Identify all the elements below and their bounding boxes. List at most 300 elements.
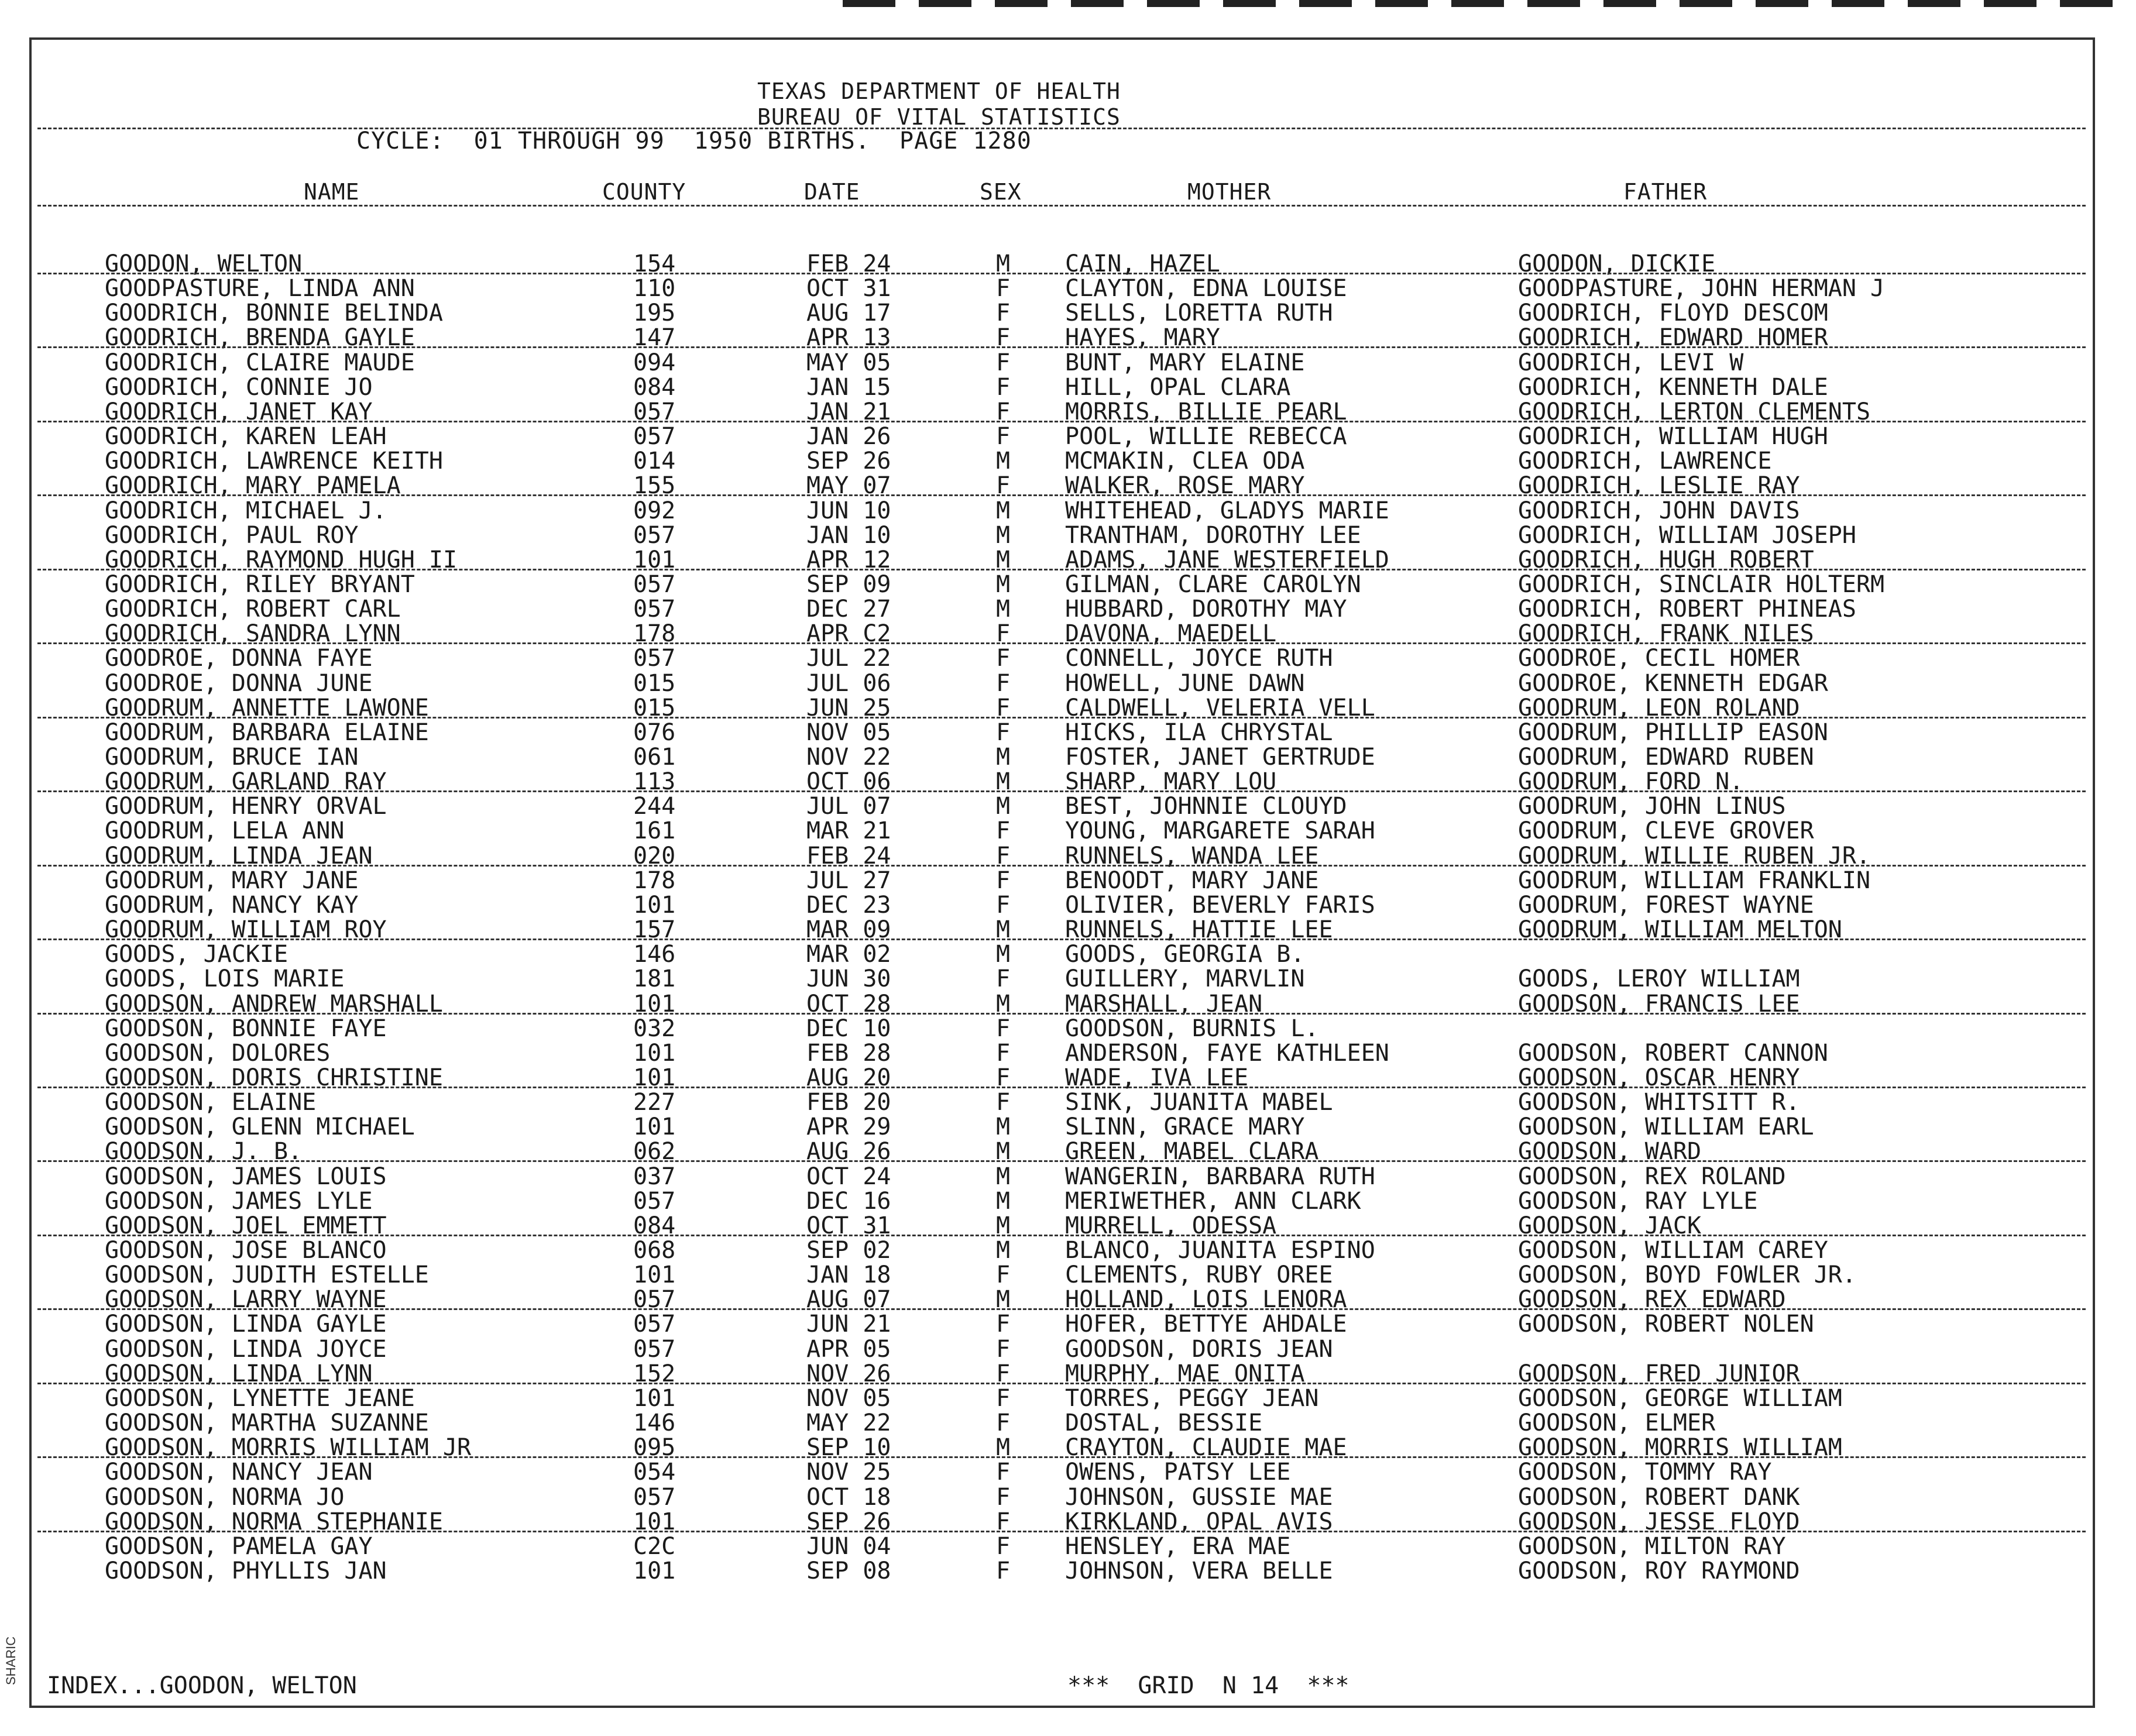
table-row [32,620,2097,648]
cell-date: DEC 16 [806,1187,891,1215]
cell-name: GOODSON, JAMES LOUIS [105,1163,387,1190]
cell-sex: M [996,1434,1011,1462]
table-row [32,719,2097,744]
cell-date: NOV 22 [806,744,891,771]
cell-name: GOODRUM, BARBARA ELAINE [105,719,429,746]
cell-date: MAR 21 [806,817,891,845]
cell-date: DEC 10 [806,1015,891,1042]
cell-sex: F [996,300,1011,327]
cell-father: GOODROE, CECIL HOMER [1518,645,1800,672]
cell-county: 101 [633,546,676,573]
table-row [32,1015,2097,1040]
cell-sex: M [996,793,1011,820]
cell-county: 101 [633,1557,676,1584]
cell-mother: SLINN, GRACE MARY [1065,1113,1305,1141]
cell-name: GOODRUM, HENRY ORVAL [105,793,387,820]
cell-county: 152 [633,1360,676,1387]
table-row [32,300,2097,327]
cell-date: JAN 10 [806,521,891,549]
cell-county: 146 [633,941,676,968]
cell-father: GOODSON, RAY LYLE [1518,1187,1758,1215]
cell-county: 178 [633,620,676,648]
cell-sex: M [996,497,1011,524]
cell-sex: M [996,1138,1011,1166]
cell-name: GOODRUM, MARY JANE [105,867,359,894]
cell-mother: JOHNSON, VERA BELLE [1065,1557,1333,1584]
cell-father: GOODON, DICKIE [1518,250,1716,277]
column-header-name: NAME [304,179,360,205]
column-header-mother: MOTHER [1187,179,1272,205]
cell-sex: F [996,620,1011,648]
cell-mother: CLEMENTS, RUBY OREE [1065,1261,1333,1289]
top-edge-mark [843,0,2136,7]
cell-date: NOV 05 [806,719,891,746]
cell-mother: MCMAKIN, CLEA ODA [1065,448,1305,475]
cell-date: OCT 18 [806,1483,891,1511]
cell-sex: F [996,423,1011,451]
cell-father: GOODRICH, FRANK NILES [1518,620,1814,648]
cell-mother: BUNT, MARY ELAINE [1065,349,1305,376]
table-row [32,1360,2097,1385]
cell-county: 068 [633,1237,676,1264]
cell-mother: KIRKLAND, OPAL AVIS [1065,1508,1333,1535]
cell-county: 101 [633,1039,676,1067]
cell-sex: F [996,645,1011,672]
cell-county: 061 [633,744,676,771]
cell-mother: GUILLERY, MARVLIN [1065,965,1305,993]
cell-county: 147 [633,324,676,352]
cell-county: 178 [633,867,676,894]
cell-date: MAY 22 [806,1410,891,1437]
cell-name: GOODSON, BONNIE FAYE [105,1015,387,1042]
cell-county: 084 [633,373,676,401]
cell-mother: TRANTHAM, DOROTHY LEE [1065,521,1361,549]
cell-date: SEP 02 [806,1237,891,1264]
cell-county: 181 [633,965,676,993]
cell-mother: HENSLEY, ERA MAE [1065,1532,1291,1560]
cell-mother: CLAYTON, EDNA LOUISE [1065,275,1347,302]
row-divider [37,1160,2086,1162]
table-row [32,1335,2097,1363]
cell-mother: RUNNELS, WANDA LEE [1065,842,1319,869]
cell-father: GOODSON, MORRIS WILLIAM [1518,1434,1842,1462]
cell-mother: FOSTER, JANET GERTRUDE [1065,744,1375,771]
table-row [32,768,2097,796]
cell-name: GOODRICH, BONNIE BELINDA [105,300,443,327]
cell-mother: GOODSON, DORIS JEAN [1065,1335,1333,1363]
cell-father: GOODSON, WARD [1518,1138,1702,1166]
cell-name: GOODSON, LINDA GAYLE [105,1311,387,1338]
cell-mother: MURPHY, MAE ONITA [1065,1360,1305,1387]
table-row [32,843,2097,867]
cell-name: GOODS, LOIS MARIE [105,965,345,993]
cell-sex: F [996,324,1011,352]
cell-father: GOODRICH, LAWRENCE [1518,448,1772,475]
cell-county: 076 [633,719,676,746]
cell-name: GOODSON, NORMA STEPHANIE [105,1508,443,1535]
cell-date: JUN 21 [806,1311,891,1338]
cell-mother: GREEN, MABEL CLARA [1065,1138,1319,1166]
cell-county: 057 [633,1286,676,1314]
cell-date: OCT 28 [806,990,891,1017]
cell-name: GOODRUM, WILLIAM ROY [105,916,387,944]
cell-date: APR C2 [806,620,891,648]
cell-father: GOODSON, GEORGE WILLIAM [1518,1384,1842,1412]
cell-date: AUG 07 [806,1286,891,1314]
cell-sex: M [996,1212,1011,1239]
cell-county: 057 [633,645,676,672]
cell-sex: F [996,1015,1011,1042]
table-row [32,744,2097,771]
cell-mother: HOWELL, JUNE DAWN [1065,669,1305,697]
table-row [32,1459,2097,1486]
cell-father: GOODSON, JACK [1518,1212,1702,1239]
cell-county: 057 [633,1187,676,1215]
table-row [32,472,2097,500]
column-header-divider [37,205,2086,207]
cell-name: GOODRICH, LAWRENCE KEITH [105,448,443,475]
column-header-father: FATHER [1623,179,1708,205]
cell-sex: F [996,669,1011,697]
cell-mother: SELLS, LORETTA RUTH [1065,300,1333,327]
cell-name: GOODRICH, RILEY BRYANT [105,570,415,598]
cell-mother: CALDWELL, VELERIA VELL [1065,694,1375,721]
cell-father: GOODSON, WILLIAM EARL [1518,1113,1814,1141]
cell-county: 084 [633,1212,676,1239]
cell-father: GOODPASTURE, JOHN HERMAN J [1518,275,1885,302]
cell-date: APR 05 [806,1335,891,1363]
cell-father: GOODRICH, LERTON CLEMENTS [1518,398,1871,425]
cell-county: 195 [633,300,676,327]
cell-county: 101 [633,891,676,919]
table-row [32,793,2097,820]
cell-father: GOODSON, ELMER [1518,1410,1716,1437]
cell-date: JUL 22 [806,645,891,672]
grid-footer: *** GRID N 14 *** [1067,1672,1349,1699]
cell-mother: BLANCO, JUANITA ESPINO [1065,1237,1375,1264]
table-row [32,1064,2097,1089]
cell-sex: M [996,448,1011,475]
cell-name: GOODRUM, NANCY KAY [105,891,359,919]
cell-father: GOODRUM, FOREST WAYNE [1518,891,1814,919]
document-frame [29,37,2095,1708]
cell-father: GOODRICH, FLOYD DESCOM [1518,300,1828,327]
cell-father: GOODRUM, PHILLIP EASON [1518,719,1828,746]
cell-name: GOODSON, JUDITH ESTELLE [105,1261,429,1289]
cell-sex: F [996,1557,1011,1584]
cell-county: C2C [633,1532,676,1560]
cell-sex: F [996,1360,1011,1387]
cell-date: MAY 07 [806,472,891,500]
cell-father: GOODRUM, WILLIAM FRANKLIN [1518,867,1871,894]
cell-father: GOODSON, TOMMY RAY [1518,1459,1772,1486]
cell-mother: WHITEHEAD, GLADYS MARIE [1065,497,1389,524]
cell-name: GOODSON, MORRIS WILLIAM JR [105,1434,472,1462]
cell-mother: HAYES, MARY [1065,324,1220,352]
cell-county: 057 [633,596,676,623]
cell-county: 110 [633,275,676,302]
table-row [32,1533,2097,1558]
cell-name: GOODSON, J. B. [105,1138,303,1166]
cell-sex: F [996,373,1011,401]
cell-name: GOODSON, ANDREW MARSHALL [105,990,443,1017]
cell-county: 015 [633,669,676,697]
cell-mother: ANDERSON, FAYE KATHLEEN [1065,1039,1389,1067]
row-divider [37,939,2086,940]
cell-father: GOODRICH, LEVI W [1518,349,1744,376]
cell-date: FEB 20 [806,1089,891,1116]
cell-date: MAR 02 [806,941,891,968]
row-divider [37,865,2086,867]
cell-sex: F [996,965,1011,993]
cell-date: JUN 10 [806,497,891,524]
cell-name: GOODON, WELTON [105,250,303,277]
cell-sex: M [996,570,1011,598]
cell-date: APR 13 [806,324,891,352]
cell-date: SEP 08 [806,1557,891,1584]
cell-county: 014 [633,448,676,475]
cell-name: GOODSON, LYNETTE JEANE [105,1384,415,1412]
cell-date: AUG 17 [806,300,891,327]
cell-sex: F [996,1384,1011,1412]
cell-mother: RUNNELS, HATTIE LEE [1065,916,1333,944]
cell-name: GOODRICH, PAUL ROY [105,521,359,549]
cell-county: 161 [633,817,676,845]
margin-label: SHARIC [4,1636,18,1685]
table-row [32,324,2097,352]
cell-name: GOODRICH, SANDRA LYNN [105,620,401,648]
cell-date: JAN 21 [806,398,891,425]
cell-sex: F [996,694,1011,721]
cell-father: GOODRUM, LEON ROLAND [1518,694,1800,721]
cell-sex: M [996,1237,1011,1264]
cell-sex: M [996,941,1011,968]
cell-father: GOODRUM, WILLIE RUBEN JR. [1518,842,1871,869]
cell-father: GOODRUM, EDWARD RUBEN [1518,744,1814,771]
cell-name: GOODSON, DORIS CHRISTINE [105,1064,443,1091]
cell-name: GOODSON, NORMA JO [105,1483,345,1511]
table-row [32,250,2097,275]
department-title: TEXAS DEPARTMENT OF HEALTH [757,78,1121,104]
cell-father: GOODRICH, WILLIAM HUGH [1518,423,1828,451]
cell-county: 101 [633,1064,676,1091]
cell-date: SEP 26 [806,1508,891,1535]
cell-date: FEB 24 [806,842,891,869]
cell-name: GOODSON, JAMES LYLE [105,1187,373,1215]
cell-sex: F [996,349,1011,376]
cell-mother: TORRES, PEGGY JEAN [1065,1384,1319,1412]
table-row [32,521,2097,549]
cell-date: MAR 09 [806,916,891,944]
cell-sex: M [996,521,1011,549]
cell-date: JUL 27 [806,867,891,894]
cell-mother: WANGERIN, BARBARA RUTH [1065,1163,1375,1190]
cell-date: AUG 26 [806,1138,891,1166]
cell-name: GOODS, JACKIE [105,941,289,968]
cell-county: 057 [633,1311,676,1338]
table-row [32,423,2097,451]
bureau-title: BUREAU OF VITAL STATISTICS [757,104,1121,130]
cell-name: GOODSON, PHYLLIS JAN [105,1557,387,1584]
cell-name: GOODSON, MARTHA SUZANNE [105,1410,429,1437]
cell-mother: DAVONA, MAEDELL [1065,620,1277,648]
cell-date: MAY 05 [806,349,891,376]
cell-mother: BENOODT, MARY JANE [1065,867,1319,894]
cell-sex: F [996,867,1011,894]
cell-county: 020 [633,842,676,869]
table-row [32,373,2097,401]
cell-name: GOODRICH, MARY PAMELA [105,472,401,500]
cell-sex: F [996,398,1011,425]
cell-mother: CAIN, HAZEL [1065,250,1220,277]
table-row [32,867,2097,892]
cell-date: JUL 06 [806,669,891,697]
table-row [32,1311,2097,1338]
cell-county: 101 [633,1508,676,1535]
cell-county: 101 [633,1384,676,1412]
cell-father: GOODSON, ROBERT NOLEN [1518,1311,1814,1338]
cell-county: 057 [633,1483,676,1511]
cell-county: 037 [633,1163,676,1190]
cell-sex: F [996,891,1011,919]
cell-mother: GOODS, GEORGIA B. [1065,941,1305,968]
row-divider [37,1308,2086,1310]
cell-mother: HUBBARD, DOROTHY MAY [1065,596,1347,623]
cell-sex: F [996,817,1011,845]
cell-sex: F [996,1532,1011,1560]
row-divider [37,569,2086,570]
table-row [32,817,2097,845]
cell-father: GOODSON, BOYD FOWLER JR. [1518,1261,1856,1289]
cell-county: 015 [633,694,676,721]
cell-date: JUN 04 [806,1532,891,1560]
cell-sex: M [996,768,1011,796]
table-row [32,916,2097,944]
cell-county: 101 [633,1113,676,1141]
cell-father: GOODSON, WILLIAM CAREY [1518,1237,1828,1264]
cell-sex: F [996,1335,1011,1363]
cell-name: GOODRUM, BRUCE IAN [105,744,359,771]
cell-county: 154 [633,250,676,277]
cell-mother: POOL, WILLIE REBECCA [1065,423,1347,451]
cell-date: JUN 30 [806,965,891,993]
cell-name: GOODSON, LINDA LYNN [105,1360,373,1387]
cell-county: 057 [633,1335,676,1363]
cell-date: JAN 26 [806,423,891,451]
cell-mother: GILMAN, CLARE CAROLYN [1065,570,1361,598]
table-row [32,1410,2097,1437]
cell-name: GOODPASTURE, LINDA ANN [105,275,415,302]
cell-father: GOODRUM, WILLIAM MELTON [1518,916,1842,944]
cell-mother: JOHNSON, GUSSIE MAE [1065,1483,1333,1511]
index-footer: INDEX...GOODON, WELTON [47,1672,357,1699]
table-row [32,1508,2097,1533]
table-row [32,941,2097,968]
cell-name: GOODRUM, LINDA JEAN [105,842,373,869]
cell-father: GOODSON, ROBERT DANK [1518,1483,1800,1511]
table-row [32,1212,2097,1237]
cell-name: GOODSON, JOSE BLANCO [105,1237,387,1264]
cell-mother: DOSTAL, BESSIE [1065,1410,1263,1437]
cell-sex: M [996,1286,1011,1314]
cell-date: DEC 23 [806,891,891,919]
table-row [32,596,2097,623]
cell-date: SEP 26 [806,448,891,475]
cell-name: GOODRICH, CLAIRE MAUDE [105,349,415,376]
table-row [32,965,2097,993]
cell-mother: SINK, JUANITA MABEL [1065,1089,1333,1116]
cell-date: JUL 07 [806,793,891,820]
cell-mother: YOUNG, MARGARETE SARAH [1065,817,1375,845]
cell-date: APR 12 [806,546,891,573]
row-divider [37,421,2086,422]
table-row [32,891,2097,919]
cell-mother: HOFER, BETTYE AHDALE [1065,1311,1347,1338]
cell-father: GOODRICH, ROBERT PHINEAS [1518,596,1856,623]
cell-mother: HILL, OPAL CLARA [1065,373,1291,401]
cell-date: OCT 24 [806,1163,891,1190]
cell-sex: M [996,1113,1011,1141]
cell-name: GOODSON, NANCY JEAN [105,1459,373,1486]
cell-name: GOODROE, DONNA JUNE [105,669,373,697]
cell-county: 227 [633,1089,676,1116]
cell-date: NOV 26 [806,1360,891,1387]
cell-sex: F [996,1039,1011,1067]
table-row [32,1138,2097,1166]
cell-father: GOODSON, WHITSITT R. [1518,1089,1800,1116]
cell-father: GOODSON, JESSE FLOYD [1518,1508,1800,1535]
row-divider [37,642,2086,644]
cell-sex: F [996,472,1011,500]
cell-mother: HICKS, ILA CHRYSTAL [1065,719,1333,746]
cell-sex: M [996,546,1011,573]
cell-father: GOODROE, KENNETH EDGAR [1518,669,1828,697]
cell-sex: F [996,719,1011,746]
cell-father: GOODSON, FRANCIS LEE [1518,990,1800,1017]
cell-county: 057 [633,570,676,598]
table-row [32,1558,2097,1582]
row-divider [37,717,2086,719]
table-row [32,670,2097,695]
cell-mother: HOLLAND, LOIS LENORA [1065,1286,1347,1314]
table-row [32,1163,2097,1188]
table-row [32,546,2097,571]
cell-sex: F [996,1261,1011,1289]
cell-mother: ADAMS, JANE WESTERFIELD [1065,546,1389,573]
cell-name: GOODSON, GLENN MICHAEL [105,1113,415,1141]
cell-sex: F [996,1483,1011,1511]
row-divider [37,1456,2086,1458]
cell-sex: F [996,842,1011,869]
table-row [32,991,2097,1015]
cell-mother: MERIWETHER, ANN CLARK [1065,1187,1361,1215]
cell-county: 155 [633,472,676,500]
row-divider [37,1087,2086,1088]
cell-date: FEB 28 [806,1039,891,1067]
cell-name: GOODROE, DONNA FAYE [105,645,373,672]
cell-father: GOODRICH, WILLIAM JOSEPH [1518,521,1856,549]
cell-father: GOODRICH, JOHN DAVIS [1518,497,1800,524]
cell-name: GOODRICH, ROBERT CARL [105,596,401,623]
cell-name: GOODSON, LINDA JOYCE [105,1335,387,1363]
table-row [32,349,2097,374]
cell-mother: MURRELL, ODESSA [1065,1212,1277,1239]
table-row [32,645,2097,672]
cell-name: GOODRUM, GARLAND RAY [105,768,387,796]
cell-father: GOODRICH, LESLIE RAY [1518,472,1800,500]
cell-mother: WADE, IVA LEE [1065,1064,1249,1091]
cell-name: GOODSON, LARRY WAYNE [105,1286,387,1314]
